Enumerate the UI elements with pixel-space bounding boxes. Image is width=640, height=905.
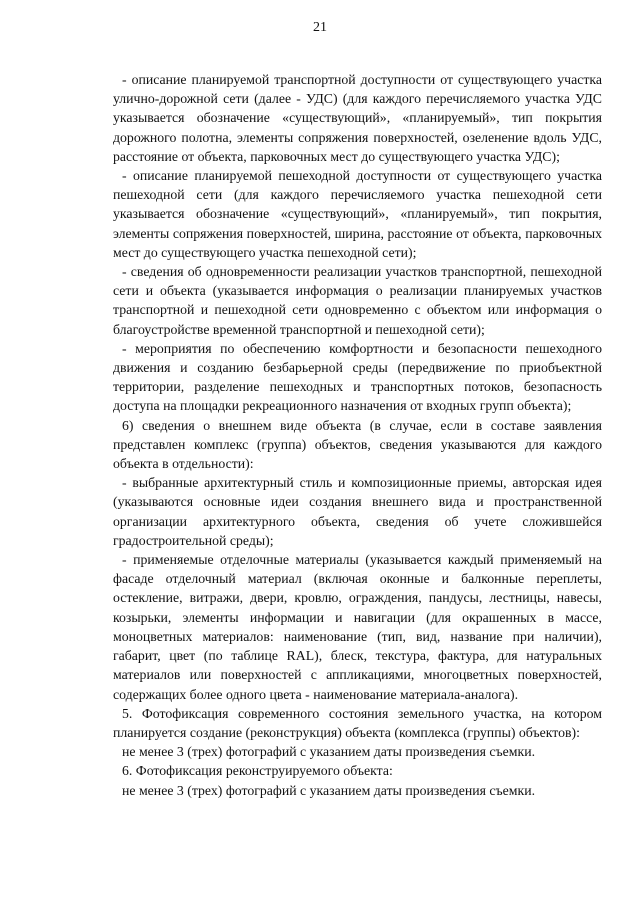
paragraph-pedestrian-access: - описание планируемой пешеходной доступности от существующего участка пешеходной сети (для каждого перечисляемого участка пешеходной сети указывается обозначение «существующий», «планируемый», тип покрытия, элементы сопряжения поверхностей, ширина, расстояние от объекта, парковочных мест до существующего участка пешеходной сети); xyxy=(113,168,602,260)
paragraph-finishing-materials: - применяемые отделочные материалы (указывается каждый применяемый на фасаде отделочный материал (включая оконные и балконные переплеты, остекление, витражи, двери, кровлю, ограждения, пандусы, лестницы, навесы, козырьки, элементы информации и навигации (для окрашенных в массе, моноцветных материалов: наименование (тип, вид, название при наличии), габарит, цвет (по таблице RAL), блеск, текстура, фактура, для натуральных материалов или поверхностей с аппликациями, многоцветных поверхностей, содержащих более одного цвета - наименование материала-аналога). xyxy=(113,552,602,702)
paragraph-object-photo-requirement: не менее 3 (трех) фотографий с указанием даты произведения съемки. xyxy=(122,782,536,798)
paragraph-object-photo-fixation: 6. Фотофиксация реконструируемого объекта: xyxy=(122,763,393,779)
document-body xyxy=(113,70,602,800)
paragraph-land-photo-requirement: не менее 3 (трех) фотографий с указанием даты произведения съемки. xyxy=(122,744,536,760)
paragraph-transport-access: - описание планируемой транспортной доступности от существующего участка улично-дорожной сети (далее - УДС) (для каждого перечисляемого участка УДС указывается обозначение «существующий», «планируемый», тип покрытия дорожного полотна, элементы сопряжения поверхностей, озеленение вдоль УДС, расстояние от объекта, парковочных мест до существующего участка УДС); xyxy=(113,72,602,164)
paragraph-land-photo-fixation: 5. Фотофиксация современного состояния земельного участка, на котором планируется создание (реконструкция) объекта (комплекса (группы) объектов): xyxy=(113,705,602,740)
paragraph-exterior-appearance: 6) сведения о внешнем виде объекта (в случае, если в составе заявления представлен комплекс (группа) объектов, сведения указываются для каждого объекта в отдельности): xyxy=(113,417,602,472)
paragraph-simultaneous-implementation: - сведения об одновременности реализации участков транспортной, пешеходной сети и объекта (указывается информация о реализации планируемых участков транспортной и пешеходной сети одновременно с объектом или информация о благоустройстве временной транспортной и пешеходной сети); xyxy=(113,264,602,337)
paragraph-safety-measures: - мероприятия по обеспечению комфортности и безопасности пешеходного движения и созданию безбарьерной среды (передвижение по приобъектной территории, разделение пешеходных и транспортных потоков, безопасность доступа на площадки рекреационного назначения от входных групп объекта); xyxy=(113,340,602,414)
page-number: 21 xyxy=(313,20,327,35)
paragraph-architectural-style: - выбранные архитектурный стиль и композиционные приемы, авторская идея (указываются основные идеи создания внешнего вида и пространственной организации архитектурного объекта, сведения об учете сложившейся градостроительной среды); xyxy=(113,475,602,548)
